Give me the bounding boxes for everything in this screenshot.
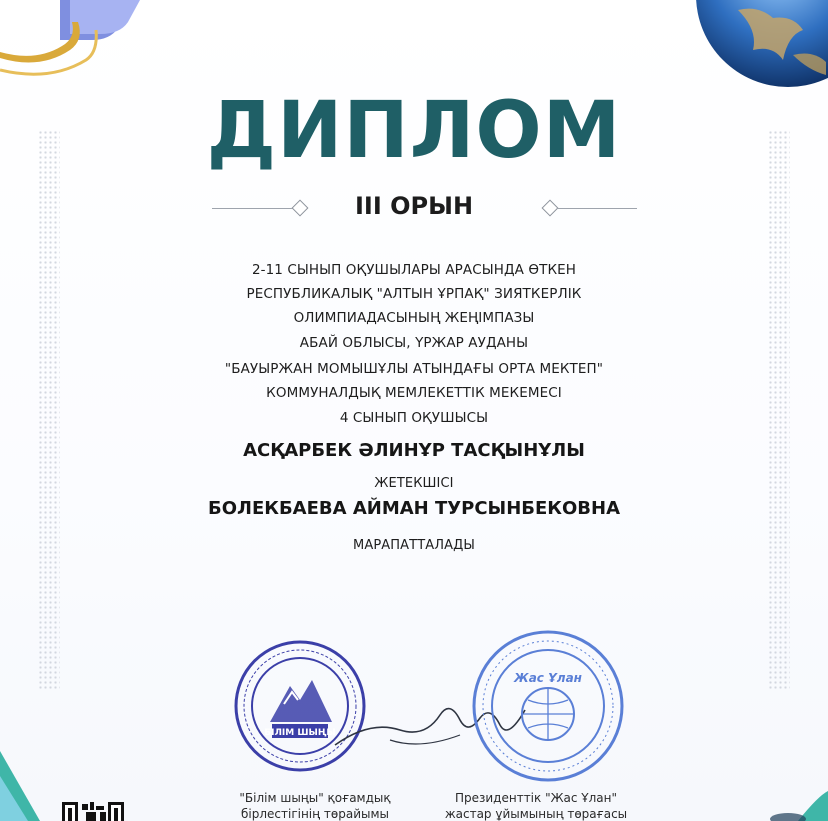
- body-line: 4 СЫНЫП ОҚУШЫСЫ: [339, 410, 489, 426]
- supervisor-label: ЖЕТЕКШІСІ: [374, 476, 454, 491]
- diploma-title: ДИПЛОМ: [206, 86, 622, 176]
- place-row: [0, 192, 828, 226]
- body-line: АБАЙ ОБЛЫСЫ, ҮРЖАР АУДАНЫ: [299, 335, 529, 351]
- awarded-text: МАРАПАТТАЛАДЫ: [353, 538, 475, 553]
- body-line: ОЛИМПИАДАСЫНЫҢ ЖЕҢІМПАЗЫ: [293, 310, 535, 326]
- corner-deco-bottom-left: [0, 731, 70, 821]
- signature-caption-left: [222, 790, 408, 821]
- stamp-right-label: Жас Ұлан: [514, 671, 582, 685]
- body-line: РЕСПУБЛИКАЛЫҚ "АЛТЫН ҰРПАҚ" ЗИЯТКЕРЛІК: [246, 286, 582, 302]
- supervisor-name: БОЛЕКБАЕВА АЙМАН ТУРСЫНБЕКОВНА: [207, 498, 621, 519]
- stamp-left-label: БІЛІМ ШЫҢЫ: [264, 728, 336, 738]
- globe-graphic: [588, 0, 828, 100]
- student-name: АСҚАРБЕК ӘЛИНҰР ТАСҚЫНҰЛЫ: [243, 440, 585, 461]
- place-label: III ОРЫН: [354, 192, 474, 220]
- stamp-right: [470, 628, 626, 784]
- body-line: КОММУНАЛДЫҚ МЕМЛЕКЕТТІК МЕКЕМЕСІ: [266, 385, 562, 401]
- signature-caption-right: [432, 790, 640, 821]
- body-line: 2-11 СЫНЫП ОҚУШЫЛАРЫ АРАСЫНДА ӨТКЕН: [251, 262, 577, 278]
- caption-right-line2: жастар ұйымының төрағасы: [444, 807, 628, 821]
- qr-code-icon: [62, 800, 148, 821]
- caption-right-line1: Президенттік "Жас Ұлан": [454, 791, 618, 805]
- caption-left-line2: бірлестігінің төрайымы: [241, 807, 389, 821]
- divider-right: [557, 208, 637, 209]
- body-line: "БАУЫРЖАН МОМЫШҰЛЫ АТЫНДАҒЫ ОРТА МЕКТЕП": [224, 361, 604, 377]
- caption-left-line1: "Білім шыңы" қоғамдық: [239, 791, 391, 805]
